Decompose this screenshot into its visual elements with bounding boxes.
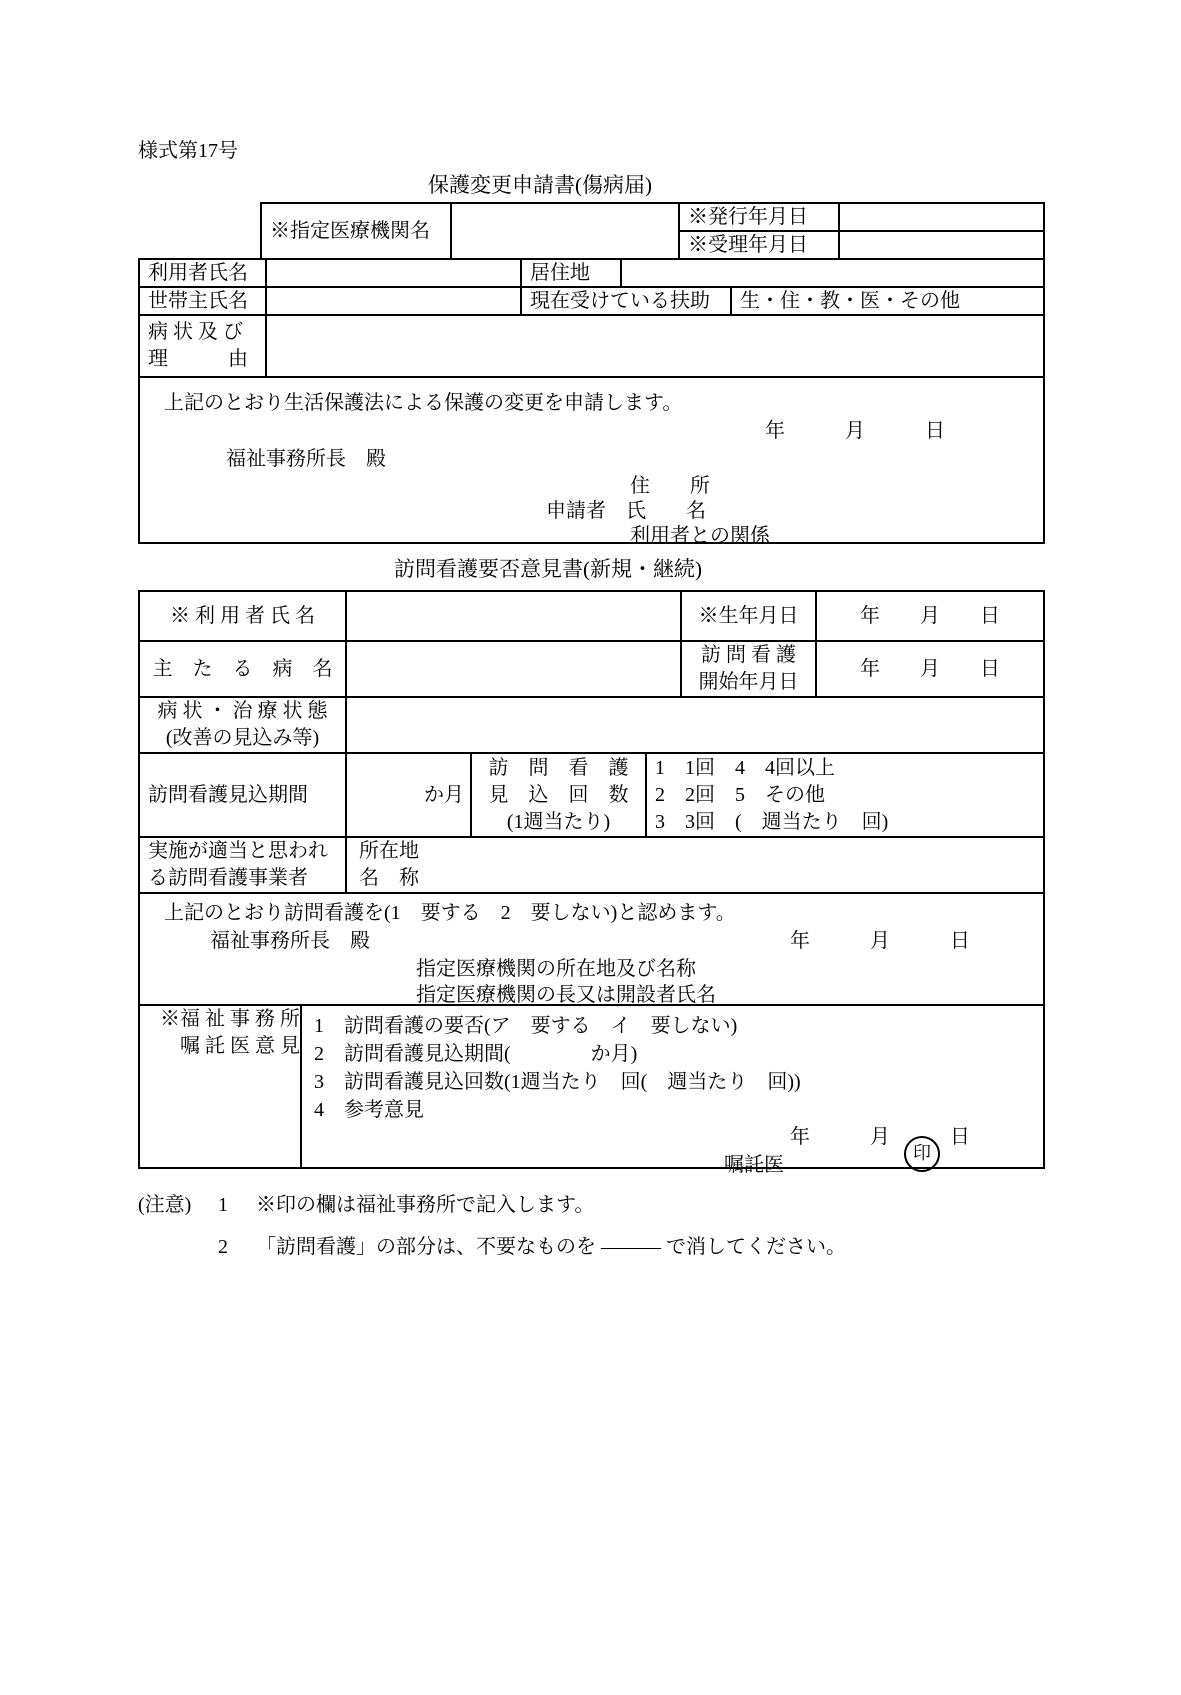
org-address-line: 指定医療機関の所在地及び名称 xyxy=(416,958,696,980)
doctor-opinion-content xyxy=(301,1005,1044,1176)
note-2-text: 「訪問看護」の部分は、不要なものを ――― で消してください。 xyxy=(256,1236,846,1258)
provider-address-label: 所在地 xyxy=(359,840,419,862)
note-line-2 xyxy=(138,1234,1058,1260)
visits-label-line1: 訪 問 看 護 xyxy=(488,756,629,779)
notes-section xyxy=(138,1192,1058,1276)
visits-options xyxy=(646,753,1044,837)
issue-date-label: ※発行年月日 xyxy=(679,203,839,231)
provider-field xyxy=(346,837,1044,893)
disease-label: 主 た る 病 名 xyxy=(139,641,346,697)
condition-label-line1: 病 状 及 び xyxy=(148,321,243,343)
note-2-number: 2 xyxy=(218,1236,228,1258)
opinion-item-4: 4 参考意見 xyxy=(314,1099,424,1121)
visits-label-line3: (1週当たり) xyxy=(506,810,611,833)
household-head-field xyxy=(266,287,521,315)
receipt-date-field xyxy=(839,231,1044,259)
office-head-label: 福祉事務所長 殿 xyxy=(226,448,386,470)
f2-condition-field xyxy=(346,697,1044,753)
declaration-statement: 上記のとおり生活保護法による保護の変更を申請します。 xyxy=(164,392,683,414)
disease-field xyxy=(346,641,681,697)
f2-condition-label-line1: 病 状 ・ 治 療 状 態 xyxy=(157,700,328,722)
opinion-date-blank: 年 月 日 xyxy=(790,1126,970,1148)
start-date-label-line2: 開始年月日 xyxy=(698,671,799,693)
visits-option-line2: 2 2回 5 その他 xyxy=(655,783,825,806)
provider-label xyxy=(139,837,346,893)
provider-label-line1: 実施が適当と思われ xyxy=(148,840,328,862)
form2-title: 訪問看護要否意見書(新規・継続) xyxy=(394,557,702,581)
current-aid-options: 生・住・教・医・その他 xyxy=(731,287,1044,315)
doctor-label: 嘱託医 xyxy=(724,1154,784,1176)
approval-statement: 上記のとおり訪問看護を(1 要する 2 要しない)と認めます。 xyxy=(164,902,736,924)
address-label: 住 所 xyxy=(630,475,710,497)
opinion-item-3: 3 訪問看護見込回数(1週当たり 回( 週当たり 回)) xyxy=(314,1071,801,1093)
condition-label-line2: 理 由 xyxy=(148,348,248,370)
medical-org-field xyxy=(451,203,679,259)
issue-date-field xyxy=(839,203,1044,231)
seal-stamp-icon: 印 xyxy=(904,1136,940,1172)
declaration-date-blank: 年 月 日 xyxy=(765,420,945,442)
receipt-date-label: ※受理年月日 xyxy=(679,231,839,259)
medical-org-label: ※指定医療機関名 xyxy=(261,203,451,259)
household-head-label: 世帯主氏名 xyxy=(139,287,266,315)
condition-reason-label xyxy=(139,315,266,377)
start-date-label-line1: 訪 問 看 護 xyxy=(701,644,797,666)
visits-label-line2: 見 込 回 数 xyxy=(488,783,629,806)
residence-label: 居住地 xyxy=(521,259,621,287)
period-label: 訪問看護見込期間 xyxy=(139,753,346,837)
doctor-opinion-label xyxy=(139,1005,301,1168)
doctor-opinion-label-line1: ※福 祉 事 務 所 xyxy=(160,1008,300,1030)
doctor-opinion-label-line2: 嘱 託 医 意 見 xyxy=(180,1035,300,1057)
period-field xyxy=(346,753,471,837)
form1-title: 保護変更申請書(傷病届) xyxy=(428,173,652,197)
approval-office-head: 福祉事務所長 殿 xyxy=(210,930,370,952)
f2-condition-label xyxy=(139,697,346,753)
opinion-item-1: 1 訪問看護の要否(ア 要する イ 要しない) xyxy=(314,1015,738,1037)
provider-name-label: 名 称 xyxy=(359,867,419,889)
note-line-1 xyxy=(138,1192,1058,1218)
approval-date-blank: 年 月 日 xyxy=(790,930,970,952)
opinion-item-2: 2 訪問看護見込期間( か月) xyxy=(314,1043,638,1065)
org-head-line: 指定医療機関の長又は開設者氏名 xyxy=(416,984,716,1006)
visits-count-label xyxy=(471,753,646,837)
notes-heading: (注意) xyxy=(138,1194,192,1216)
f2-user-name-label: ※ 利 用 者 氏 名 xyxy=(139,591,346,641)
birth-date-blank: 年 月 日 xyxy=(816,591,1044,641)
start-date-label xyxy=(681,641,816,697)
form-number: 様式第17号 xyxy=(138,140,238,162)
start-date-blank: 年 月 日 xyxy=(816,641,1044,697)
provider-label-line2: る訪問看護事業者 xyxy=(148,867,308,889)
birth-date-label: ※生年月日 xyxy=(681,591,816,641)
f2-condition-label-line2: (改善の見込み等) xyxy=(165,727,320,749)
current-aid-label: 現在受けている扶助 xyxy=(521,287,731,315)
approval-block xyxy=(139,893,1044,1005)
user-name-field xyxy=(266,259,521,287)
visits-option-line3: 3 3回 ( 週当たり 回) xyxy=(655,810,889,833)
note-1-number: 1 xyxy=(218,1194,228,1216)
note-1-text: ※印の欄は福祉事務所で記入します。 xyxy=(256,1194,595,1216)
residence-field xyxy=(621,259,1044,287)
protection-change-table xyxy=(138,258,1045,547)
relation-label: 利用者との関係 xyxy=(630,525,770,547)
medical-org-header-table xyxy=(260,202,1045,260)
condition-reason-field xyxy=(266,315,1044,377)
nursing-opinion-table xyxy=(138,590,1045,1176)
declaration-block xyxy=(139,377,1044,547)
applicant-name-label: 申請者 氏 名 xyxy=(546,500,706,522)
visits-option-line1: 1 1回 4 4回以上 xyxy=(655,756,835,779)
f2-user-name-field xyxy=(346,591,681,641)
period-unit: か月 xyxy=(424,784,464,806)
user-name-label: 利用者氏名 xyxy=(139,259,266,287)
